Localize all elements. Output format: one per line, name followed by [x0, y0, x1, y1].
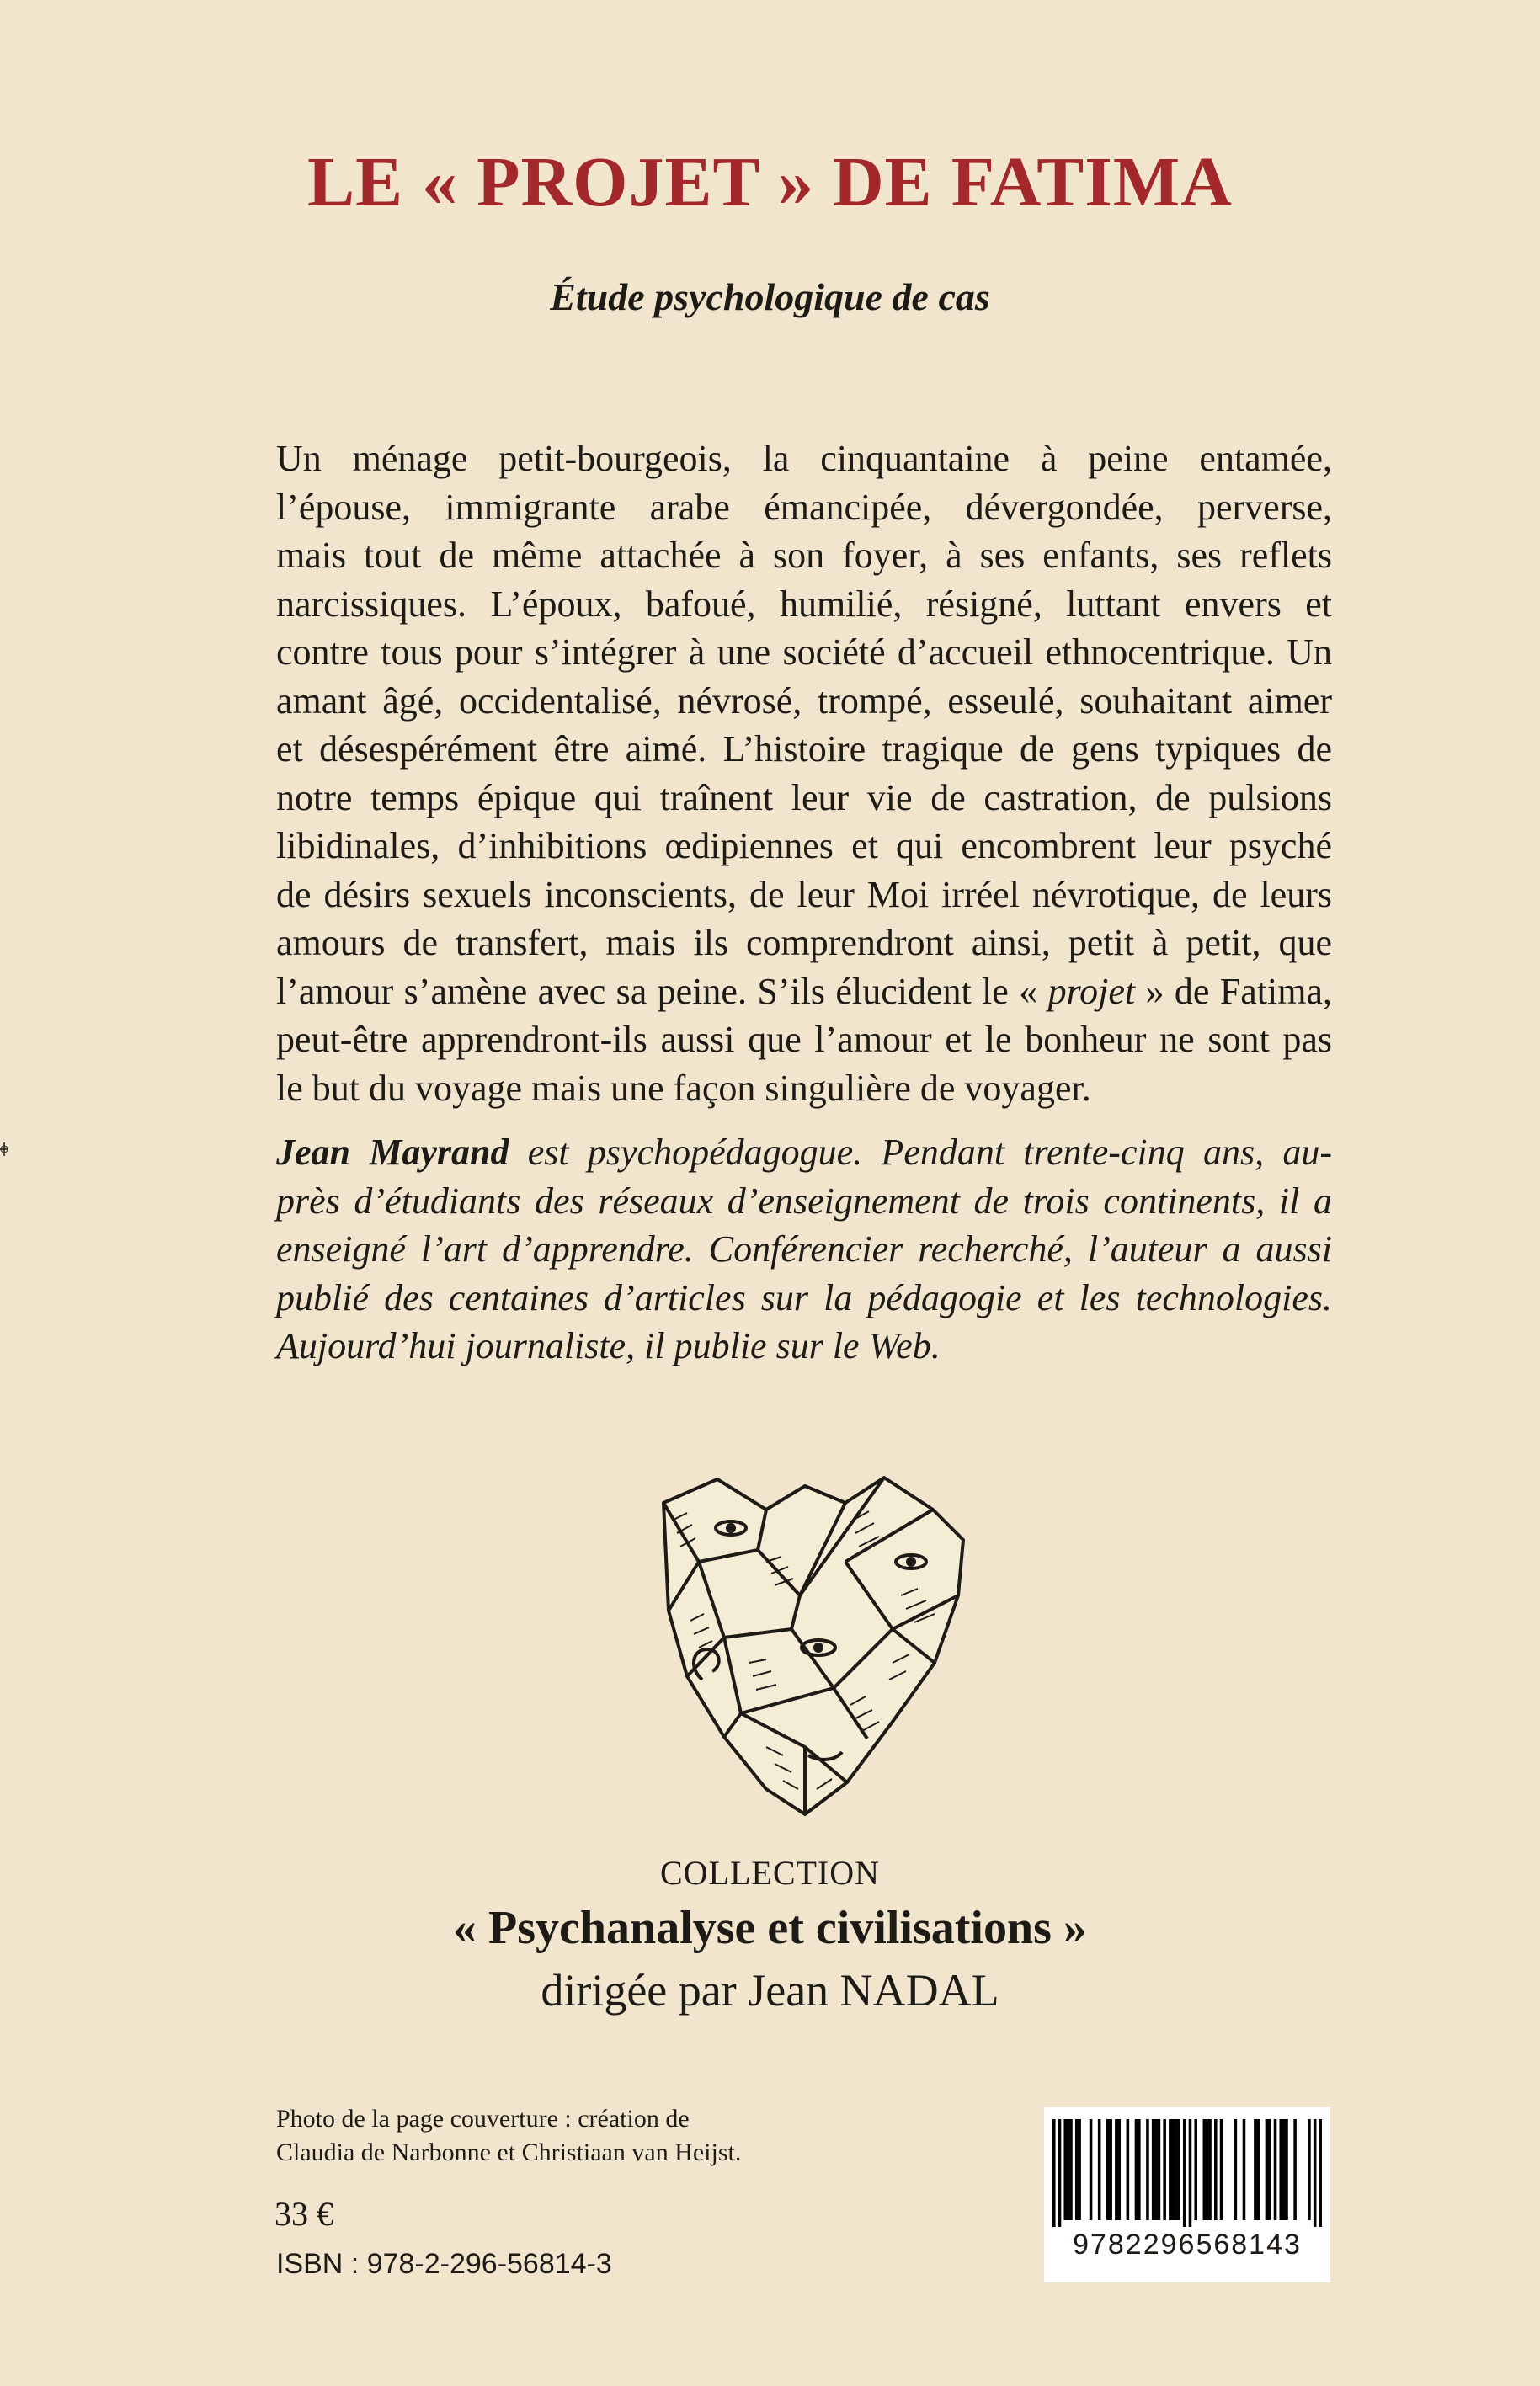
- book-title: LE « PROJET » DE FATIMA: [307, 143, 1233, 221]
- barcode-bar: [1177, 2119, 1180, 2220]
- barcode-digits: 9782296568143: [1073, 2229, 1302, 2261]
- barcode-bar: [1146, 2119, 1149, 2220]
- isbn: ISBN : 978-2-296-56814-3: [276, 2248, 612, 2280]
- barcode-bar: [1254, 2119, 1257, 2220]
- credit-line: Claudia de Narbonne et Christiaan van Heijst.: [276, 2138, 742, 2166]
- synopsis-line: narcissiques. L’époux, bafoué, humilié, résigné, luttant envers et: [276, 583, 1332, 625]
- barcode-bar: [1203, 2119, 1207, 2220]
- synopsis-paragraph: [276, 434, 1332, 1112]
- synopsis-line: amant âgé, occidentalisé, névrosé, trompé, esseulé, souhaitant aimer: [276, 679, 1332, 722]
- barcode-bar: [1257, 2119, 1260, 2220]
- synopsis-text: » de Fatima,: [1135, 970, 1332, 1012]
- registration-mark-icon: [0, 1139, 10, 1159]
- barcode-bar: [1171, 2119, 1175, 2220]
- bio-line: enseigné l’art d’apprendre. Conférencier recherché, l’auteur a aussi: [276, 1228, 1332, 1270]
- barcode-bar: [1154, 2119, 1158, 2220]
- bio-line: [276, 1128, 1332, 1177]
- barcode-bar: [1234, 2119, 1238, 2220]
- synopsis-italic-word: projet: [1047, 970, 1136, 1012]
- barcode-bar: [1214, 2119, 1218, 2220]
- synopsis-line: Un ménage petit-bourgeois, la cinquantaine à peine entamée,: [276, 438, 1332, 479]
- synopsis-line: le but du voyage mais une façon singulière de voyager.: [276, 1067, 1091, 1109]
- barcode-bar: [1069, 2119, 1073, 2220]
- synopsis-line: notre temps épique qui traînent leur vie de castration, de pulsions: [276, 776, 1332, 818]
- collection-logo-icon: [640, 1469, 977, 1823]
- barcode-bar: [1152, 2119, 1155, 2220]
- barcode-bar: [1308, 2119, 1311, 2220]
- book-subtitle: Étude psychologique de cas: [550, 275, 990, 318]
- barcode-bar: [1052, 2119, 1056, 2227]
- barcode-bar: [1109, 2119, 1112, 2220]
- synopsis-line: peut-être apprendront-ils aussi que l’amour et le bonheur ne sont pas: [276, 1019, 1332, 1060]
- barcode-bar: [1090, 2119, 1093, 2220]
- barcode-bar: [1106, 2119, 1110, 2220]
- barcode-bar: [1183, 2119, 1186, 2227]
- author-name: Jean Mayrand: [276, 1132, 509, 1173]
- synopsis-line: [276, 967, 1332, 1016]
- barcode-bar: [1075, 2119, 1079, 2220]
- barcode-bar: [1127, 2119, 1130, 2220]
- barcode-bar: [1175, 2119, 1178, 2220]
- price: 33 €: [274, 2195, 333, 2233]
- barcode-bar: [1189, 2119, 1192, 2227]
- barcode-bar: [1268, 2119, 1271, 2220]
- barcode-bar: [1279, 2119, 1282, 2220]
- barcode-bar: [1194, 2119, 1197, 2220]
- barcode-bar: [1067, 2119, 1070, 2220]
- bio-text: est psychopédagogue. Pendant trente-cinq ans, au-: [509, 1132, 1332, 1173]
- synopsis-line: l’épouse, immigrante arabe émancipée, dévergondée, perverse,: [276, 486, 1332, 528]
- synopsis-line: libidinales, d’inhibitions œdipiennes et qui encombrent leur psyché: [276, 825, 1332, 866]
- barcode-bar: [1098, 2119, 1101, 2220]
- barcode-bar: [1274, 2119, 1277, 2220]
- synopsis-line: et désespérément être aimé. L’histoire tragique de gens typiques de: [276, 728, 1332, 770]
- barcode-bar: [1058, 2119, 1062, 2227]
- barcode: [1044, 2107, 1330, 2282]
- barcode-bars-icon: [1052, 2119, 1322, 2227]
- barcode-bar: [1078, 2119, 1081, 2220]
- collection-director: dirigée par Jean NADAL: [541, 1965, 999, 2016]
- barcode-bar: [1169, 2119, 1172, 2220]
- barcode-bar: [1282, 2119, 1286, 2220]
- barcode-bar: [1266, 2119, 1269, 2220]
- author-bio: [276, 1128, 1332, 1371]
- synopsis-line: amours de transfert, mais ils comprendront ainsi, petit à petit, que: [276, 922, 1332, 963]
- barcode-bar: [1293, 2119, 1297, 2220]
- barcode-bar: [1319, 2119, 1322, 2227]
- barcode-bar: [1285, 2119, 1288, 2220]
- barcode-bar: [1138, 2119, 1141, 2220]
- bio-line: publié des centaines d’articles sur la pédagogie et les technologies.: [276, 1276, 1332, 1318]
- bio-line: près d’étudiants des réseaux d’enseignement de trois continents, il a: [276, 1180, 1332, 1222]
- barcode-bar: [1117, 2119, 1121, 2220]
- bio-line: Aujourd’hui journaliste, il publie sur le Web.: [276, 1325, 941, 1366]
- barcode-bar: [1158, 2119, 1161, 2220]
- barcode-bar: [1314, 2119, 1317, 2227]
- barcode-bar: [1243, 2119, 1246, 2220]
- barcode-bar: [1135, 2119, 1138, 2220]
- collection-label: COLLECTION: [659, 1854, 881, 1892]
- barcode-bar: [1063, 2119, 1067, 2220]
- barcode-bar: [1208, 2119, 1212, 2220]
- collection-name: « Psychanalyse et civilisations »: [453, 1902, 1087, 1954]
- synopsis-text: l’amour s’amène avec sa peine. S’ils élucident le «: [276, 970, 1048, 1012]
- barcode-bar: [1163, 2119, 1166, 2220]
- synopsis-line: contre tous pour s’intégrer à une société d’accueil ethnocentrique. Un: [276, 631, 1332, 673]
- barcode-bar: [1220, 2119, 1223, 2220]
- credit-line: Photo de la page couverture : création de: [276, 2105, 690, 2133]
- photo-credit: [276, 2102, 866, 2170]
- barcode-bar: [1206, 2119, 1209, 2220]
- barcode-bar: [1115, 2119, 1118, 2220]
- synopsis-line: de désirs sexuels inconscients, de leur Moi irréel névrotique, de leurs: [276, 873, 1332, 915]
- synopsis-line: mais tout de même attachée à son foyer, à ses enfants, ses reflets: [276, 535, 1332, 576]
